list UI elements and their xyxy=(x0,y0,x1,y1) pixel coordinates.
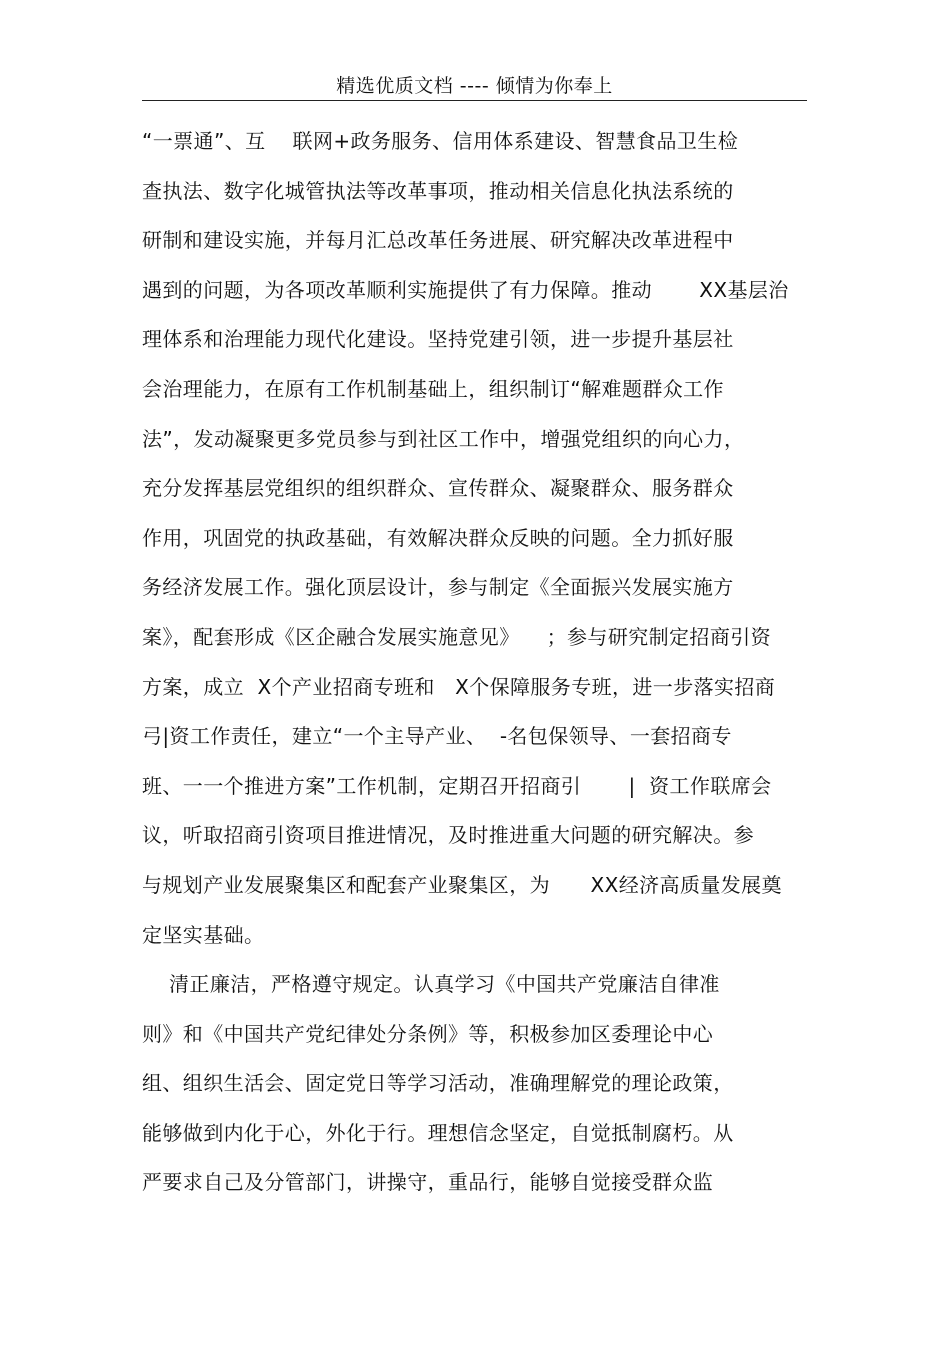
page-header-title: 精选优质文档 ---- 倾情为你奉上 xyxy=(336,75,613,97)
text-line: 会治理能力，在原有工作机制基础上，组织制订“解难题群众工作 xyxy=(142,376,724,401)
text-line: 则》和《中国共产党纪律处分条例》等，积极参加区委理论中心 xyxy=(142,1021,714,1046)
text-line: 弓|资工作责任，建立“一个主导产业、 -名包保领导、一套招商专 xyxy=(142,724,732,749)
document-body xyxy=(142,124,822,1215)
text-line: 议，听取招商引资项目推进情况，及时推进重大问题的研究解决。参 xyxy=(142,823,754,848)
text-line: 充分发挥基层党组织的组织群众、宣传群众、凝聚群众、服务群众 xyxy=(142,476,734,501)
text-line: 能够做到内化于心，外化于行。理想信念坚定，自觉抵制腐朽。从 xyxy=(142,1120,734,1145)
text-line: 作用，巩固党的执政基础，有效解决群众反映的问题。全力抓好服 xyxy=(142,525,734,550)
text-line: 理体系和治理能力现代化建设。坚持党建引领，进一步提升基层社 xyxy=(142,327,734,352)
text-line: 组、组织生活会、固定党日等学习活动，准确理解党的理论政策， xyxy=(142,1071,734,1096)
text-line: 班、一一个推进方案”工作机制，定期召开招商引 | 资工作联席会 xyxy=(142,773,772,798)
text-line: 案》，配套形成《区企融合发展实施意见》 ；参与研究制定招商引资 xyxy=(142,624,772,649)
text-line: 研制和建设实施，并每月汇总改革任务进展、研究解决改革进程中 xyxy=(142,228,734,253)
text-line: 方案，成立 X个产业招商专班和 X个保障服务专班，进一步落实招商 xyxy=(142,674,776,699)
text-line: 法”，发动凝聚更多党员参与到社区工作中，增强党组织的向心力， xyxy=(142,426,745,451)
text-line: 严要求自己及分管部门，讲操守，重品行，能够自觉接受群众监 xyxy=(142,1170,714,1195)
text-line: 与规划产业发展聚集区和配套产业聚集区，为 XX经济高质量发展奠 xyxy=(142,872,782,897)
text-line: “一票通”、互 联网+政务服务、信用体系建设、智慧食品卫生检 xyxy=(142,129,739,153)
text-line: 遇到的问题，为各项改革顺利实施提供了有力保障。推动 XX基层治 xyxy=(142,277,789,302)
text-line: 定坚实基础。 xyxy=(142,922,265,947)
text-line: 查执法、数字化城管执法等改革事项，推动相关信息化执法系统的 xyxy=(142,178,734,203)
text-line: 清正廉洁，严格遵守规定。认真学习《中国共产党廉洁自律准 xyxy=(142,972,720,997)
text-line: 务经济发展工作。强化顶层设计，参与制定《全面振兴发展实施方 xyxy=(142,575,734,600)
header-divider xyxy=(142,100,807,101)
